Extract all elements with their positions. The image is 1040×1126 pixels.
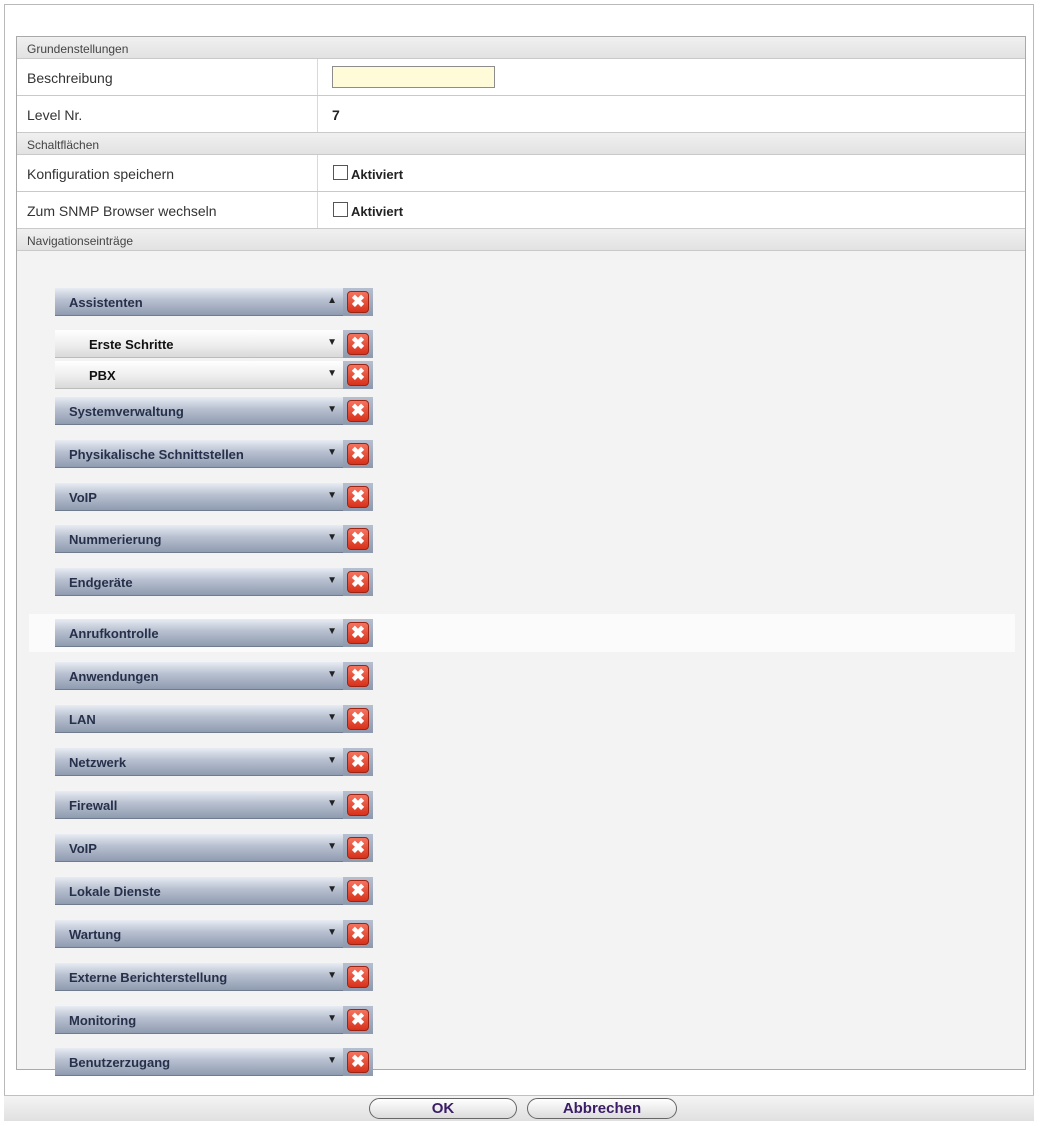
delete-x-icon: ✖ [347,708,369,730]
delete-x-icon: ✖ [347,794,369,816]
save-config-checkbox-label[interactable]: Aktiviert [351,167,404,182]
nav-entry-label: Netzwerk [69,755,127,770]
expand-arrow-icon[interactable]: ▼ [327,532,337,543]
nav-entry-label: Lokale Dienste [69,884,161,899]
nav-entry-label: Erste Schritte [89,337,174,352]
section-header-basic: Grundenstellungen [17,37,1025,59]
delete-x-icon: ✖ [347,923,369,945]
expand-arrow-icon[interactable]: ▼ [327,404,337,415]
nav-entry-label: PBX [89,368,116,383]
expand-arrow-icon[interactable]: ▼ [327,798,337,809]
nav-entries-list [17,285,1025,1070]
nav-entry-lan[interactable] [55,705,345,733]
expand-arrow-icon[interactable]: ▼ [327,970,337,981]
nav-entry-label: Monitoring [69,1013,137,1028]
delete-x-icon: ✖ [347,880,369,902]
nav-entry-label: Anwendungen [69,669,159,684]
nav-entry-label: LAN [69,712,96,727]
delete-x-icon: ✖ [347,1051,369,1073]
delete-x-icon: ✖ [347,966,369,988]
nav-entry-label: Endgeräte [69,575,133,590]
delete-x-icon: ✖ [347,665,369,687]
delete-entry-button[interactable] [343,568,373,596]
expand-arrow-icon[interactable]: ▼ [327,490,337,501]
delete-entry-button[interactable] [343,1048,373,1076]
delete-entry-button[interactable] [343,619,373,647]
expand-arrow-icon[interactable]: ▼ [327,712,337,723]
nav-entry-label: Assistenten [69,295,143,310]
expand-arrow-icon[interactable]: ▼ [327,669,337,680]
delete-x-icon: ✖ [347,486,369,508]
expand-arrow-icon[interactable]: ▼ [327,368,337,379]
cancel-button[interactable]: Abbrechen [527,1098,677,1119]
delete-entry-button[interactable] [343,288,373,316]
expand-arrow-icon[interactable]: ▼ [327,447,337,458]
level-row [17,96,1025,133]
delete-x-icon: ✖ [347,333,369,355]
snmp-browser-checkbox-label[interactable]: Aktiviert [351,204,404,219]
nav-entry-physikalische-schnittstellen[interactable] [55,440,345,468]
delete-entry-button[interactable] [343,705,373,733]
delete-entry-button[interactable] [343,662,373,690]
save-config-row [17,155,1025,192]
dialog-footer [4,1095,1034,1121]
delete-x-icon: ✖ [347,291,369,313]
expand-arrow-icon[interactable]: ▼ [327,927,337,938]
description-row [17,59,1025,96]
level-label: Level Nr. [27,107,83,123]
nav-entry-systemverwaltung[interactable] [55,397,345,425]
nav-entry-voip[interactable] [55,483,345,511]
snmp-browser-checkbox[interactable] [333,202,348,217]
nav-entry-label: Externe Berichterstellung [69,970,228,985]
nav-subentry-pbx[interactable] [55,361,345,389]
nav-entry-label: VoIP [69,841,97,856]
delete-entry-button[interactable] [343,877,373,905]
expand-arrow-icon[interactable]: ▼ [327,575,337,586]
delete-x-icon: ✖ [347,1009,369,1031]
delete-entry-button[interactable] [343,963,373,991]
nav-entry-firewall[interactable] [55,791,345,819]
delete-x-icon: ✖ [347,364,369,386]
description-label: Beschreibung [27,70,113,86]
expand-arrow-icon[interactable]: ▼ [327,337,337,348]
delete-x-icon: ✖ [347,622,369,644]
delete-entry-button[interactable] [343,834,373,862]
delete-entry-button[interactable] [343,1006,373,1034]
nav-entry-lokale-dienste[interactable] [55,877,345,905]
nav-entry-anwendungen[interactable] [55,662,345,690]
section-header-nav: Navigationseinträge [17,229,1025,251]
snmp-browser-row [17,192,1025,229]
delete-x-icon: ✖ [347,571,369,593]
nav-entry-netzwerk[interactable] [55,748,345,776]
nav-entry-label: Systemverwaltung [69,404,184,419]
expand-arrow-icon[interactable]: ▼ [327,755,337,766]
nav-entry-monitoring[interactable] [55,1006,345,1034]
nav-entry-label: Physikalische Schnittstellen [69,447,244,462]
delete-entry-button[interactable] [343,397,373,425]
delete-entry-button[interactable] [343,791,373,819]
nav-entry-label: Firewall [69,798,118,813]
nav-entry-voip-2[interactable] [55,834,345,862]
nav-entry-label: Wartung [69,927,122,942]
nav-entry-label: Anrufkontrolle [69,626,159,641]
nav-entry-endgeraete[interactable] [55,568,345,596]
save-config-checkbox[interactable] [333,165,348,180]
nav-entry-anrufkontrolle[interactable] [55,619,345,647]
nav-entry-label: Nummerierung [69,532,162,547]
delete-entry-button[interactable] [343,330,373,358]
level-value: 7 [332,107,340,123]
expand-arrow-icon[interactable]: ▼ [327,1013,337,1024]
nav-entry-label: VoIP [69,490,97,505]
delete-entry-button[interactable] [343,920,373,948]
save-config-label: Konfiguration speichern [27,166,175,182]
collapse-arrow-icon[interactable]: ▲ [327,295,337,306]
description-input[interactable] [332,66,495,88]
expand-arrow-icon[interactable]: ▼ [327,626,337,637]
delete-x-icon: ✖ [347,837,369,859]
section-header-buttons: Schaltflächen [17,133,1025,155]
nav-entry-benutzerzugang[interactable] [55,1048,345,1076]
delete-entry-button[interactable] [343,748,373,776]
delete-entry-button[interactable] [343,525,373,553]
expand-arrow-icon[interactable]: ▼ [327,884,337,895]
nav-entry-wartung[interactable] [55,920,345,948]
nav-subentry-erste-schritte[interactable] [55,330,345,358]
expand-arrow-icon[interactable]: ▼ [327,1055,337,1066]
delete-x-icon: ✖ [347,443,369,465]
delete-x-icon: ✖ [347,751,369,773]
delete-entry-button[interactable] [343,440,373,468]
nav-entry-label: Benutzerzugang [69,1055,171,1070]
delete-entry-button[interactable] [343,483,373,511]
nav-entry-nummerierung[interactable] [55,525,345,553]
snmp-browser-label: Zum SNMP Browser wechseln [27,203,217,219]
delete-entry-button[interactable] [343,361,373,389]
delete-x-icon: ✖ [347,400,369,422]
delete-x-icon: ✖ [347,528,369,550]
ok-button[interactable]: OK [369,1098,517,1119]
nav-entry-externe-berichterstellung[interactable] [55,963,345,991]
nav-entry-assistenten[interactable] [55,288,345,316]
settings-panel [16,36,1026,1070]
expand-arrow-icon[interactable]: ▼ [327,841,337,852]
